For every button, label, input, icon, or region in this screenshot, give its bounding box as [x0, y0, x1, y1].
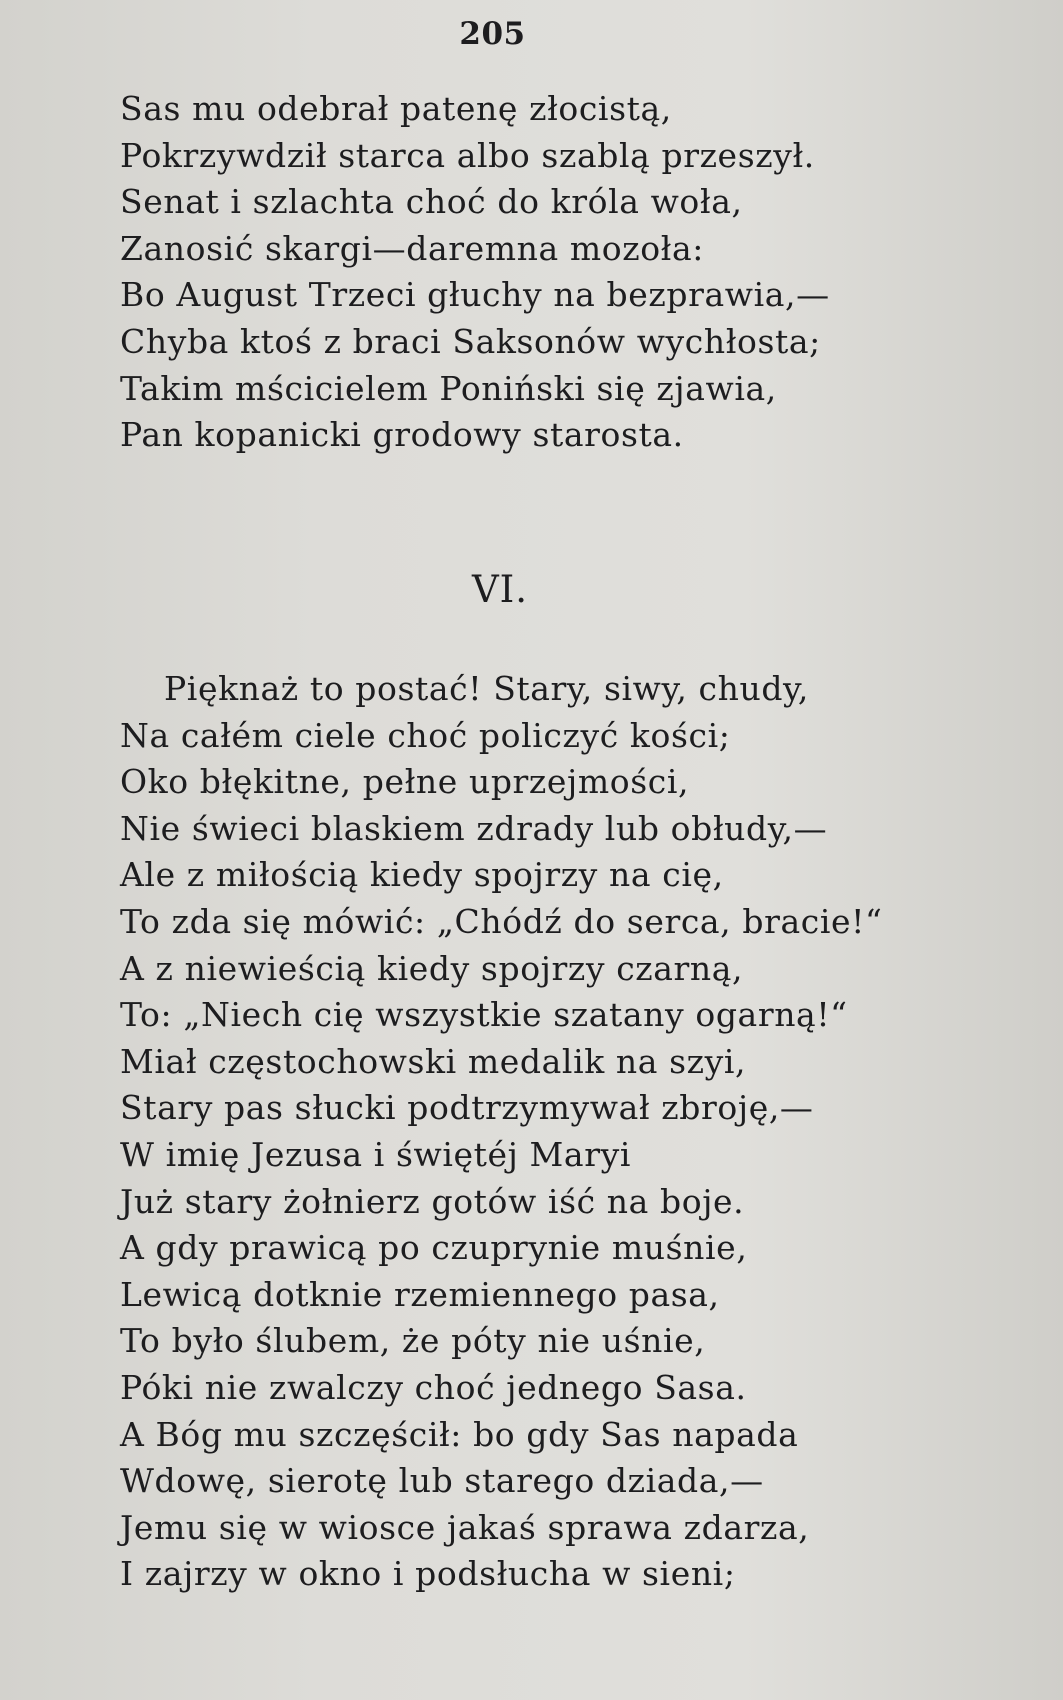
verse-line: Takim mścicielem Poniński się zjawia, [120, 368, 777, 408]
verse-line: Nie świeci blaskiem zdrady lub obłudy,— [120, 808, 828, 848]
verse-line: Sas mu odebrał patenę złocistą, [120, 89, 672, 128]
verse-line: Pięknaż to postać! Stary, siwy, chudy, [164, 669, 809, 708]
verse-line: A z niewieścią kiedy spojrzy czarną, [120, 948, 744, 988]
stanza-1 [120, 86, 830, 459]
verse-line: I zajrzy w okno i podsłucha w sieni; [120, 1554, 736, 1594]
verse-line: To było ślubem, że póty nie uśnie, [120, 1321, 706, 1361]
verse-line: Ale z miłością kiedy spojrzy na cię, [120, 855, 724, 895]
verse-line: Pan kopanicki grodowy starosta. [120, 415, 684, 455]
verse-line: Miał częstochowski medalik na szyi, [120, 1041, 747, 1081]
verse-line: Senat i szlachta choć do króla woła, [120, 182, 743, 222]
verse-line: Bo August Trzeci głuchy na bezprawia,— [120, 275, 830, 315]
verse-line: Stary pas słucki podtrzymywał zbroję,— [120, 1088, 814, 1128]
verse-line: Już stary żołnierz gotów iść na boje. [120, 1181, 745, 1221]
verse-line: Pokrzywdził starca albo szablą przeszył. [120, 135, 815, 175]
verse-line: To zda się mówić: „Chódź do serca, bracie!“ [120, 901, 883, 941]
stanza-2 [120, 666, 882, 1598]
page-number: 205 [459, 16, 526, 52]
verse-line: Jemu się w wiosce jakaś sprawa zdarza, [120, 1507, 810, 1547]
verse-line: Zanosić skargi—daremna mozoła: [120, 228, 704, 268]
verse-line: Na całém ciele choć policzyć kości; [120, 715, 731, 755]
verse-line: A Bóg mu szczęścił: bo gdy Sas napada [120, 1414, 799, 1454]
section-heading: VI. [471, 568, 529, 611]
verse-line: Póki nie zwalczy choć jednego Sasa. [120, 1367, 747, 1407]
verse-line: Wdowę, sierotę lub starego dziada,— [120, 1461, 764, 1501]
verse-line: To: „Niech cię wszystkie szatany ogarną!“ [120, 995, 848, 1035]
verse-line: Oko błękitne, pełne uprzejmości, [120, 762, 690, 802]
verse-line: W imię Jezusa i świętéj Maryi [120, 1134, 631, 1174]
verse-line: Chyba ktoś z braci Saksonów wychłosta; [120, 321, 821, 361]
verse-line: A gdy prawicą po czuprynie muśnie, [120, 1228, 748, 1268]
verse-line: Lewicą dotknie rzemiennego pasa, [120, 1274, 720, 1314]
